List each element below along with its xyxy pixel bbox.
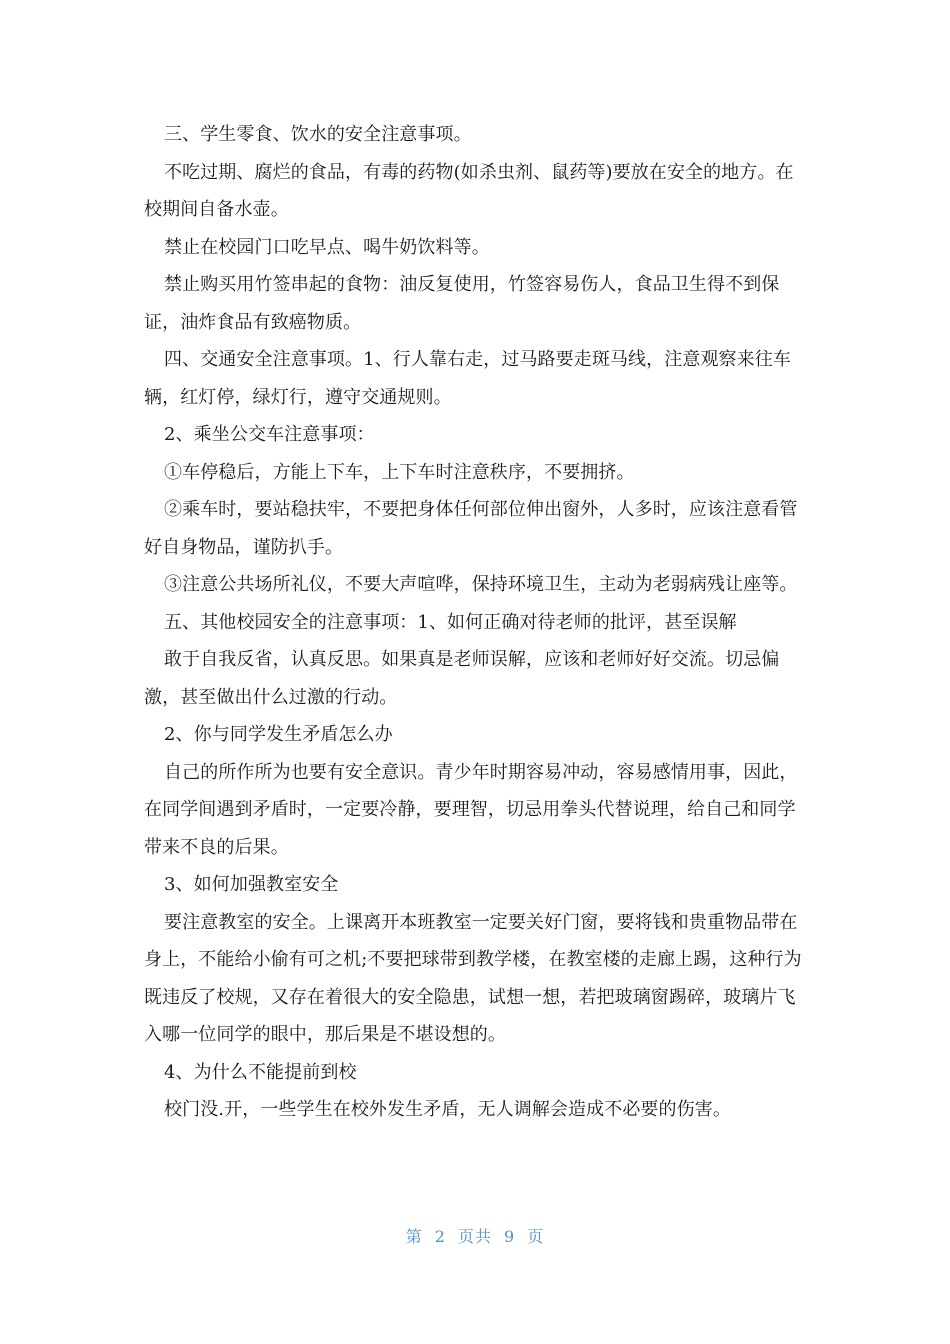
document-body [144,116,809,1129]
subheading-bus: 2、乘坐公交车注意事项： [164,424,375,445]
paragraph: 不吃过期、腐烂的食品，有毒的药物(如杀虫剂、鼠药等)要放在安全的地方。在校期间自备水壶。 [144,161,794,220]
subheading-conflict: 2、你与同学发生矛盾怎么办 [164,724,393,745]
subheading-classroom: 3、如何加强教室安全 [164,874,339,895]
section-heading-other: 五、其他校园安全的注意事项：1、如何正确对待老师的批评，甚至误解 [164,611,737,633]
footer-label-end: 页 [527,1227,545,1246]
section-heading-snacks: 三、学生零食、饮水的安全注意事项。 [164,124,472,145]
list-item: ②乘车时，要站稳扶牢，不要把身体任何部位伸出窗外，人多时，应该注意看管好自身物品，谨防扒手。 [144,499,798,558]
section-heading-traffic: 四、交通安全注意事项。1、行人靠右走，过马路要走斑马线，注意观察来往车辆，红灯停，绿灯行，遵守交通规则。 [144,349,791,408]
footer-label-page: 第 [405,1227,423,1246]
paragraph: 校门没.开，一些学生在校外发生矛盾，无人调解会造成不必要的伤害。 [164,1099,731,1120]
paragraph: 敢于自我反省，认真反思。如果真是老师误解，应该和老师好好交流。切忌偏激，甚至做出什么过激的行动。 [144,649,780,708]
paragraph: 禁止购买用竹签串起的食物：油反复使用，竹签容易伤人，食品卫生得不到保证，油炸食品有致癌物质。 [144,274,780,333]
paragraph: 禁止在校园门口吃早点、喝牛奶饮料等。 [164,236,490,258]
footer-label-total: 页共 [457,1227,492,1246]
subheading-early-arrival: 4、为什么不能提前到校 [164,1061,357,1083]
list-item: ①车停稳后，方能上下车，上下车时注意秩序，不要拥挤。 [164,461,635,483]
list-item: ③注意公共场所礼仪，不要大声喧哗，保持环境卫生，主动为老弱病残让座等。 [164,574,798,595]
footer-total-pages: 9 [504,1227,516,1246]
footer-current-page: 2 [434,1227,446,1246]
page-footer [0,1224,950,1247]
paragraph: 要注意教室的安全。上课离开本班教室一定要关好门窗，要将钱和贵重物品带在身上，不能给小偷有可之机;不要把球带到教学楼，在教室楼的走廊上踢，这种行为既违反了校规，又存在着很大的安全隐患，试想一想，若把玻璃窗踢碎，玻璃片飞入哪一位同学的眼中，那后果是不堪设想的。 [144,911,802,1045]
paragraph: 自己的所作所为也要有安全意识。青少年时期容易冲动，容易感情用事，因此，在同学间遇到矛盾时，一定要冷静，要理智，切忌用拳头代替说理，给自己和同学带来不良的后果。 [144,761,798,858]
